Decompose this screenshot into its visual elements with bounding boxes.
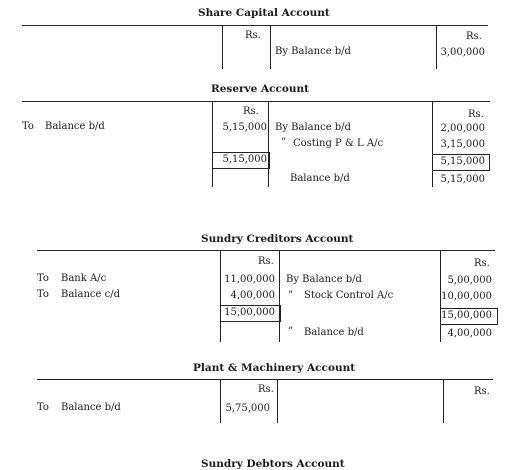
sundry-creditors-credit-amount-2: 10,00,000 [441, 291, 492, 302]
reserve-to-label: To [22, 121, 34, 132]
reserve-rs-right: Rs. [468, 109, 484, 120]
reserve-rs-left: Rs. [243, 106, 259, 117]
reserve-debit-total: 5,15,000 [222, 154, 267, 165]
sundry-creditors-rs-left: Rs. [258, 256, 274, 267]
reserve-credit-amount-1: 2,00,000 [440, 123, 485, 134]
plant-machinery-debit-amount: 5,75,000 [225, 403, 270, 414]
reserve-credit-amount-2: 3,15,000 [440, 139, 485, 150]
sundry-creditors-divider-left [220, 250, 221, 342]
sundry-creditors-debit-amount-2: 4,00,000 [230, 290, 275, 301]
plant-machinery-title: Plant & Machinery Account [193, 362, 356, 374]
sundry-creditors-credit-ditto-2: ” [288, 326, 294, 337]
reserve-credit-ditto: ” [281, 137, 287, 148]
reserve-title: Reserve Account [211, 83, 310, 95]
reserve-divider-right [432, 101, 433, 187]
plant-machinery-to-label: To [37, 402, 49, 413]
share-capital-title: Share Capital Account [198, 7, 330, 19]
share-capital-credit-item: By Balance b/d [275, 46, 351, 57]
plant-machinery-rs-right: Rs. [474, 386, 490, 397]
reserve-credit-item-1: By Balance b/d [275, 122, 351, 133]
reserve-divider-left [212, 101, 213, 187]
sundry-creditors-debit-amount-1: 11,00,000 [224, 274, 275, 285]
share-capital-divider-right [436, 25, 437, 69]
reserve-divider-mid [268, 101, 269, 187]
sundry-creditors-credit-item-2: Stock Control A/c [304, 290, 394, 301]
sundry-creditors-debit-item-1: Bank A/c [61, 273, 107, 284]
reserve-debit-amount: 5,15,000 [222, 122, 267, 133]
sundry-creditors-debit-total: 15,00,000 [224, 307, 275, 318]
sundry-creditors-rs-right: Rs. [474, 258, 490, 269]
sundry-creditors-credit-item-1: By Balance b/d [286, 274, 362, 285]
reserve-credit-item-3: Balance b/d [290, 173, 350, 184]
sundry-creditors-credit-amount-1: 5,00,000 [447, 275, 492, 286]
sundry-creditors-debit-item-2: Balance c/d [61, 289, 120, 300]
plant-machinery-rs-left: Rs. [258, 384, 274, 395]
share-capital-rs-left: Rs. [245, 30, 261, 41]
reserve-credit-total: 5,15,000 [440, 156, 485, 167]
sundry-creditors-credit-amount-3: 4,00,000 [447, 328, 492, 339]
sundry-creditors-credit-item-3: Balance b/d [304, 327, 364, 338]
plant-machinery-divider-right [443, 379, 444, 423]
sundry-creditors-title: Sundry Creditors Account [201, 233, 354, 245]
plant-machinery-top-rule [37, 379, 493, 380]
reserve-top-rule [22, 101, 490, 102]
sundry-creditors-divider-mid [279, 250, 280, 342]
reserve-credit-item-2: Costing P & L A/c [293, 138, 384, 149]
share-capital-divider-left [222, 25, 223, 69]
share-capital-rs-right: Rs. [466, 31, 482, 42]
sundry-creditors-to-1: To [37, 273, 49, 284]
reserve-credit-amount-3: 5,15,000 [440, 174, 485, 185]
sundry-creditors-credit-total: 15,00,000 [441, 310, 492, 321]
share-capital-top-rule [22, 25, 488, 26]
sundry-creditors-top-rule [37, 250, 495, 251]
sundry-creditors-credit-ditto-1: ” [288, 290, 294, 301]
plant-machinery-divider-left [220, 379, 221, 423]
sundry-debtors-title: Sundry Debtors Account [201, 458, 345, 470]
plant-machinery-debit-item: Balance b/d [61, 402, 121, 413]
sundry-creditors-to-2: To [37, 289, 49, 300]
plant-machinery-divider-mid [277, 379, 278, 423]
reserve-debit-item: Balance b/d [45, 121, 105, 132]
share-capital-divider-mid [270, 25, 271, 69]
share-capital-credit-amount: 3,00,000 [440, 47, 485, 58]
